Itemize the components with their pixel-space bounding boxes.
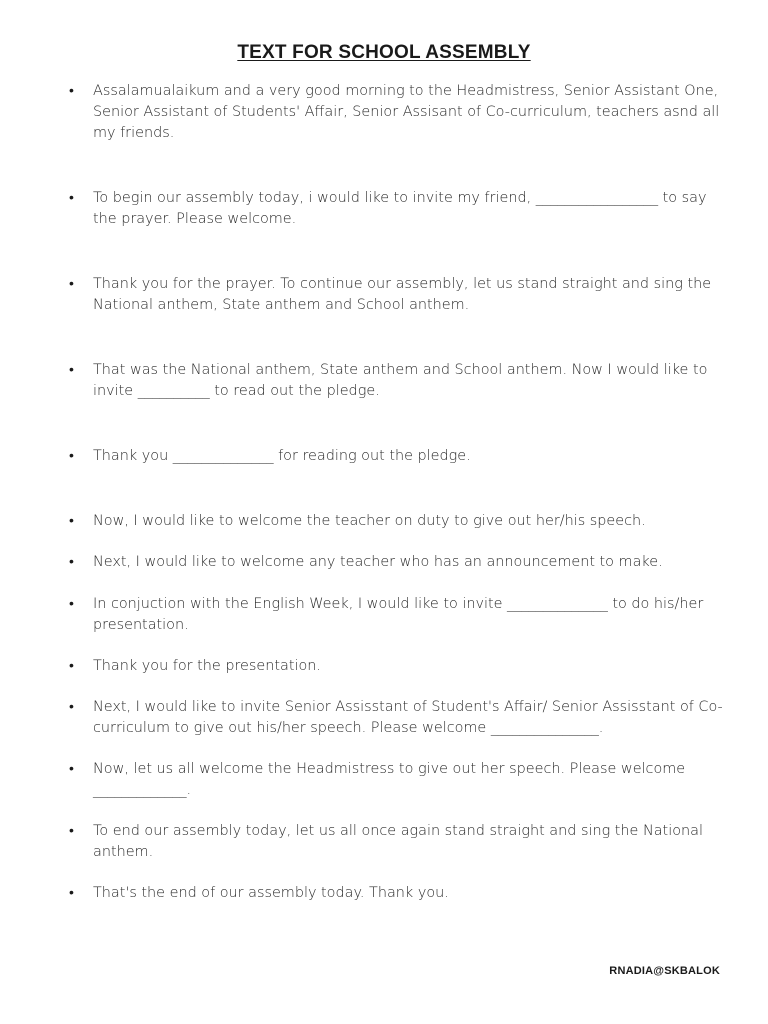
- list-item: [69, 360, 733, 402]
- footer-credit: RNADIA@SKBALOK: [609, 965, 720, 977]
- list-item-text: Thank you ______________ for reading out the pledge.: [93, 448, 471, 464]
- bullet-icon: •: [69, 761, 74, 777]
- list-item: [69, 511, 733, 532]
- list-item-text: To begin our assembly today, i would like to invite my friend, _________________ to say the prayer. Please welcome.: [93, 190, 707, 227]
- list-item-text: Now, let us all welcome the Headmistress to give out her speech. Please welcome _____________.: [93, 761, 686, 798]
- bullet-icon: •: [69, 596, 74, 612]
- list-item-text: Thank you for the prayer. To continue our assembly, let us stand straight and sing the National anthem, State anthem and School anthem.: [93, 276, 712, 313]
- bullet-icon: •: [69, 699, 74, 715]
- bullet-icon: •: [69, 190, 74, 206]
- bullet-icon: •: [69, 658, 74, 674]
- bullet-icon: •: [69, 362, 74, 378]
- list-item-text: Next, I would like to invite Senior Assisstant of Student's Affair/ Senior Assisstant of Co-curriculum to give out his/her speech. Please welcome _______________.: [93, 699, 723, 736]
- bullet-icon: •: [69, 885, 74, 901]
- list-item: [69, 188, 733, 230]
- bullet-icon: •: [69, 448, 74, 464]
- bullet-icon: •: [69, 513, 74, 529]
- list-item: [69, 883, 733, 904]
- list-item: [69, 81, 733, 144]
- list-item: [69, 656, 733, 677]
- list-item-text: Assalamualaikum and a very good morning to the Headmistress, Senior Assistant One, Senior Assistant of Students' Affair, Senior Assisant of Co-curriculum, teachers asnd all my friends.: [93, 83, 720, 141]
- list-item-text: In conjuction with the English Week, I would like to invite ______________ to do his/her presentation.: [93, 596, 704, 633]
- page-title: TEXT FOR SCHOOL ASSEMBLY: [237, 42, 531, 63]
- list-item-text: That's the end of our assembly today. Thank you.: [93, 885, 449, 901]
- list-item-text: Thank you for the presentation.: [93, 658, 321, 674]
- list-item-text: Now, I would like to welcome the teacher on duty to give out her/his speech.: [93, 513, 646, 529]
- list-item-text: Next, I would like to welcome any teacher who has an announcement to make.: [93, 554, 663, 570]
- bullet-icon: •: [69, 276, 74, 292]
- list-item-text: To end our assembly today, let us all once again stand straight and sing the National anthem.: [93, 823, 703, 860]
- list-item: [69, 821, 733, 863]
- bullet-icon: •: [69, 554, 74, 570]
- list-item: [69, 697, 733, 739]
- list-item: [69, 759, 733, 801]
- list-item: [69, 274, 733, 316]
- bullet-icon: •: [69, 823, 74, 839]
- list-item: [69, 552, 733, 573]
- list-item: [69, 446, 733, 467]
- list-item: [69, 594, 733, 636]
- bullet-icon: •: [69, 83, 74, 99]
- list-item-text: That was the National anthem, State anthem and School anthem. Now I would like to invite __________ to read out the pledge.: [93, 362, 708, 399]
